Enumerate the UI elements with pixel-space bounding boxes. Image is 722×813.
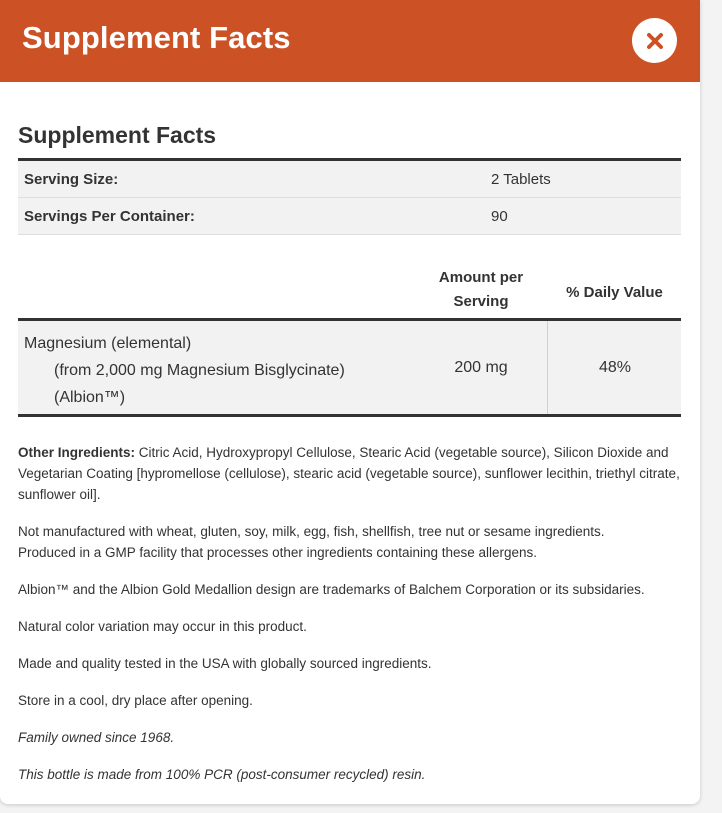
- bottle-note: This bottle is made from 100% PCR (post-consumer recycled) resin.: [18, 767, 426, 782]
- close-button[interactable]: [632, 18, 677, 63]
- servings-per-container-label: Servings Per Container:: [24, 207, 195, 225]
- servings-per-container-row: [18, 198, 681, 235]
- column-header-amount-line1: Amount per: [438, 269, 524, 286]
- servings-per-container-value: 90: [491, 207, 508, 225]
- other-ingredients-text: Citric Acid, Hydroxypropyl Cellulose, Stearic Acid (vegetable source), Silicon Dioxide and Vegetarian Coating [hypromellose (cellulose), stearic acid (vegetable source), sunflower lecithin, triethyl citrate, sunflower oil].: [18, 445, 680, 502]
- column-header-daily-value: % Daily Value: [566, 283, 663, 301]
- product-notes: [18, 442, 681, 801]
- facts-title: Supplement Facts: [18, 122, 217, 148]
- close-icon: [645, 31, 665, 51]
- allergen-line2: Produced in a GMP facility that processes other ingredients containing these allergens.: [18, 545, 538, 560]
- nutrient-name-line2: (from 2,000 mg Magnesium Bisglycinate): [54, 362, 345, 379]
- modal-title: Supplement Facts: [22, 20, 291, 55]
- nutrient-amount: 200 mg: [454, 358, 508, 376]
- serving-size-value: 2 Tablets: [491, 170, 551, 188]
- serving-size-row: [18, 161, 681, 198]
- modal-header: [0, 0, 700, 82]
- color-variation-note: Natural color variation may occur in this product.: [18, 619, 307, 634]
- other-ingredients: [18, 442, 681, 505]
- nutrient-name-line3: (Albion™): [54, 389, 126, 406]
- made-in-note: Made and quality tested in the USA with globally sourced ingredients.: [18, 656, 432, 671]
- nutrient-name-line1: Magnesium (elemental): [24, 335, 192, 352]
- other-ingredients-label: Other Ingredients:: [18, 445, 136, 460]
- serving-size-label: Serving Size:: [24, 170, 119, 188]
- allergen-line1: Not manufactured with wheat, gluten, soy, milk, egg, fish, shellfish, tree nut or sesame ingredients.: [18, 524, 605, 539]
- family-owned-note: Family owned since 1968.: [18, 730, 175, 745]
- column-header-amount-line2: Serving: [453, 293, 509, 310]
- nutrient-daily-value: 48%: [547, 321, 682, 414]
- serving-table: [18, 158, 681, 235]
- storage-note: Store in a cool, dry place after opening.: [18, 693, 253, 708]
- column-header-amount: [426, 266, 536, 314]
- trademark-statement: Albion™ and the Albion Gold Medallion design are trademarks of Balchem Corporation or its subsidaries.: [18, 582, 645, 597]
- nutrient-table-header: [18, 266, 681, 321]
- nutrient-name: [24, 330, 345, 411]
- nutrient-row: [18, 321, 681, 417]
- allergen-statement: [18, 521, 681, 563]
